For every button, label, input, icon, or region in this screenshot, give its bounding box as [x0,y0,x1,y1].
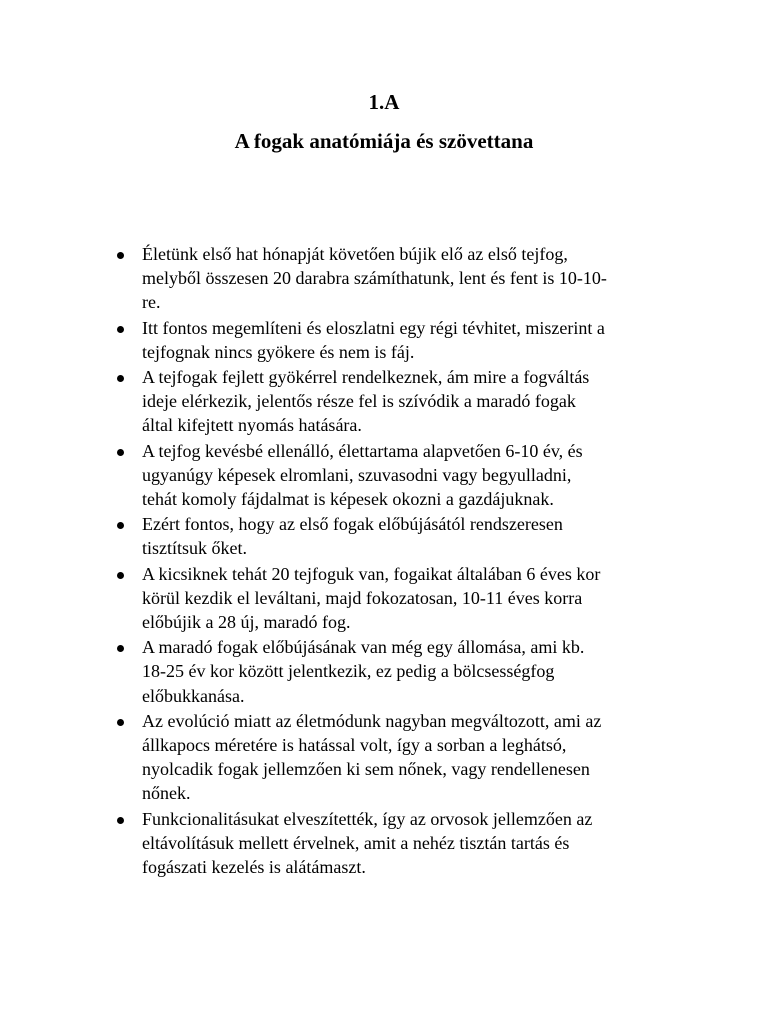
list-item-line: 18-25 év kor között jelentkezik, ez pedig a bölcsességfog [142,661,555,682]
list-item-line: Az evolúció miatt az életmódunk nagyban megváltozott, ami az [142,710,602,731]
list-item [115,635,681,708]
list-item-line: tejfognak nincs gyökere és nem is fáj. [142,341,415,362]
list-item [115,365,681,438]
list-item [115,242,681,315]
bullet-icon [117,375,124,382]
list-item-line: állkapocs méretére is hatással volt, így a sorban a leghátsó, [142,735,567,756]
bullet-icon [117,817,124,824]
list-item-line: ugyanúgy képesek elromlani, szuvasodni vagy begyulladni, [142,464,572,485]
list-item-line: tehát komoly fájdalmat is képesek okozni a gazdájuknak. [142,489,554,510]
bullet-list [115,242,681,880]
bullet-icon [117,449,124,456]
list-item-line: tisztítsuk őket. [142,538,247,559]
list-item-line: előbukkanása. [142,685,245,706]
list-item-line: nyolcadik fogak jellemzően ki sem nőnek, vagy rendellenesen [142,759,590,780]
list-item-line: által kifejtett nyomás hatására. [142,415,362,436]
list-item [115,512,681,560]
list-item-line: ideje elérkezik, jelentős része fel is szívódik a maradó fogak [142,391,576,412]
list-item-line: A maradó fogak előbújásának van még egy állomása, ami kb. [142,637,585,658]
list-item [115,709,681,806]
list-item-line: re. [142,292,161,313]
bullet-icon [117,719,124,726]
list-item-line: A tejfogak fejlett gyökérrel rendelkeznek, ám mire a fogváltás [142,367,590,388]
list-item-line: fogászati kezelés is alátámaszt. [142,857,366,878]
list-item [115,807,681,880]
bullet-icon [117,522,124,529]
bullet-icon [117,252,124,259]
list-item-line: Ezért fontos, hogy az első fogak előbújásától rendszeresen [142,514,563,535]
list-item-line: A tejfog kevésbé ellenálló, élettartama alapvetően 6-10 év, és [142,440,583,461]
list-item [115,562,681,635]
list-item [115,439,681,512]
list-item-line: A kicsiknek tehát 20 tejfoguk van, fogaikat általában 6 éves kor [142,563,601,584]
list-item-line: eltávolításuk mellett érvelnek, amit a nehéz tisztán tartás és [142,832,570,853]
page-title: A fogak anatómiája és szövettana [234,129,534,153]
bullet-icon [117,326,124,333]
bullet-icon [117,572,124,579]
list-item-line: melyből összesen 20 darabra számíthatunk, lent és fent is 10-10- [142,268,607,289]
list-item-line: Életünk első hat hónapját követően bújik elő az első tejfog, [142,244,568,264]
list-item-line: Funkcionalitásukat elveszítették, így az orvosok jellemzően az [142,808,593,829]
list-item-line: nőnek. [142,783,191,804]
list-item-line: körül kezdik el leváltani, majd fokozatosan, 10-11 éves korra [142,587,583,608]
list-item [115,316,681,364]
list-item-line: Itt fontos megemlíteni és eloszlatni egy régi tévhitet, miszerint a [142,317,605,338]
section-number: 1.A [368,90,400,114]
list-item-line: előbújik a 28 új, maradó fog. [142,612,351,633]
bullet-icon [117,645,124,652]
